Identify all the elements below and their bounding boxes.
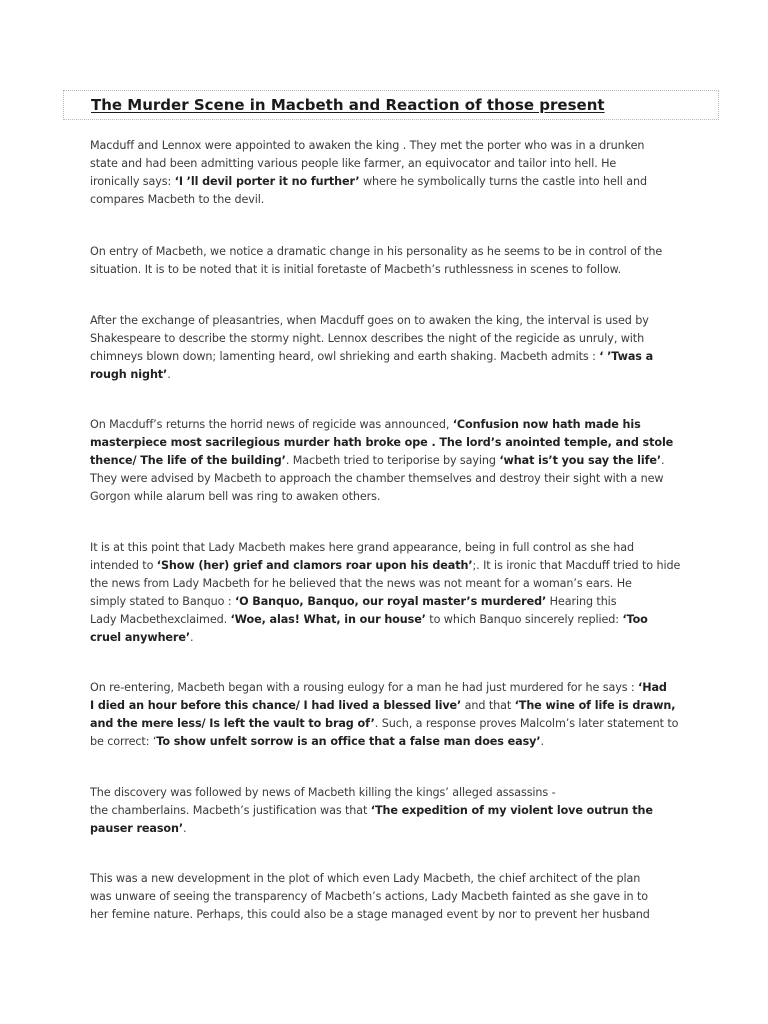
text-line <box>90 261 690 279</box>
text-line <box>90 434 690 452</box>
quote-text: To show unfelt sorrow is an office that a false man does easy’ <box>156 735 541 748</box>
quote-text: ‘Show (her) grief and clamors roar upon his death’ <box>156 559 473 572</box>
body-text: . <box>183 822 187 835</box>
body-text: and that <box>461 699 515 712</box>
paragraph-2 <box>90 243 690 279</box>
quote-text: I died an hour before this chance/ I had lived a blessed live’ <box>90 699 462 712</box>
text-line <box>90 733 690 751</box>
body-text: situation. It is to be noted that it is initial foretaste of Macbeth’s ruthlessness in scenes to follow. <box>90 263 622 276</box>
text-line <box>90 155 690 173</box>
text-line <box>90 629 690 647</box>
text-line <box>90 488 690 506</box>
body-text: Hearing this <box>546 595 617 608</box>
quote-text: ‘Woe, alas! What, in our house’ <box>230 613 426 626</box>
body-text: her femine nature. Perhaps, this could also be a stage managed event by nor to prevent her husband <box>90 908 650 921</box>
text-line <box>90 173 690 191</box>
text-line <box>90 715 690 733</box>
quote-text: ‘Too <box>622 613 648 626</box>
body-text: It is at this point that Lady Macbeth makes here grand appearance, being in full control as she had <box>90 541 635 554</box>
body-text: was unware of seeing the transparency of Macbeth’s actions, Lady Macbeth fainted as she gave in to <box>90 890 648 903</box>
paragraph-5 <box>90 539 690 647</box>
text-line <box>90 452 690 470</box>
text-line <box>90 312 690 330</box>
quote-text: ‘The wine of life is drawn, <box>514 699 676 712</box>
text-line <box>90 470 690 488</box>
body-text: This was a new development in the plot of which even Lady Macbeth, the chief architect of the plan <box>90 872 641 885</box>
paragraph-6 <box>90 679 690 751</box>
body-text: After the exchange of pleasantries, when Macduff goes on to awaken the king, the interval is used by <box>90 314 649 327</box>
text-line <box>90 679 690 697</box>
body-text: Lady Macbethexclaimed. <box>90 613 231 626</box>
text-line <box>90 820 690 838</box>
quote-text: ‘Confusion now hath made his <box>452 418 641 431</box>
quote-text: ‘I ’ll devil porter it no further’ <box>174 175 360 188</box>
quote-text: ‘O Banquo, Banquo, our royal master’s murdered’ <box>234 595 547 608</box>
body-text: be correct: ‘ <box>90 735 157 748</box>
text-line <box>90 348 690 366</box>
body-text: On Macduff’s returns the horrid news of regicide was announced, <box>90 418 453 431</box>
text-line <box>90 366 690 384</box>
body-text: state and had been admitting various people like farmer, an equivocator and tailor into hell. He <box>90 157 617 170</box>
body-text: the chamberlains. Macbeth’s justification was that <box>90 804 371 817</box>
text-line <box>90 191 690 209</box>
body-text: Macduff and Lennox were appointed to awaken the king . They met the porter who was in a drunken <box>90 139 645 152</box>
page-title: The Murder Scene in Macbeth and Reaction of those present <box>91 96 605 114</box>
body-text: . <box>660 454 665 467</box>
body-text: On re-entering, Macbeth began with a rousing eulogy for a man he had just murdered for he says : <box>90 681 639 694</box>
body-text: to which Banquo sincerely replied: <box>425 613 623 626</box>
quote-text: ‘Had <box>638 681 667 694</box>
body-text: On entry of Macbeth, we notice a dramatic change in his personality as he seems to be in control of the <box>90 245 663 258</box>
body-text: where he symbolically turns the castle into hell and <box>359 175 647 188</box>
body-text: Gorgon while alarum bell was ring to awaken others. <box>90 490 381 503</box>
quote-text: pauser reason’ <box>90 822 183 835</box>
text-line <box>90 906 690 924</box>
text-line <box>90 557 690 575</box>
body-text: They were advised by Macbeth to approach the chamber themselves and destroy their sight with a new <box>90 472 664 485</box>
body-text: . Macbeth tried to teriporise by saying <box>285 454 500 467</box>
body-text: chimneys blown down; lamenting heard, owl shrieking and earth shaking. Macbeth admits : <box>90 350 600 363</box>
text-line <box>90 870 690 888</box>
paragraph-1 <box>90 137 690 209</box>
body-text: . Such, a response proves Malcolm’s later statement to <box>374 717 679 730</box>
text-line <box>90 802 690 820</box>
body-text: The discovery was followed by news of Macbeth killing the kings’ alleged assassins - <box>90 786 556 799</box>
text-line <box>90 593 690 611</box>
body-text: compares Macbeth to the devil. <box>90 193 265 206</box>
quote-text: rough night’ <box>90 368 168 381</box>
paragraph-8 <box>90 870 690 924</box>
body-text: Shakespeare to describe the stormy night. Lennox describes the night of the regicide as unruly, with <box>90 332 645 345</box>
text-line <box>90 784 690 802</box>
paragraph-4 <box>90 416 690 506</box>
text-line <box>90 243 690 261</box>
quote-text: ‘ ’Twas a <box>599 350 654 363</box>
body-text: . <box>540 735 544 748</box>
body-text: ironically says: <box>90 175 175 188</box>
quote-text: thence/ The life of the building’ <box>90 454 286 467</box>
quote-text: ‘The expedition of my violent love outrun the <box>370 804 653 817</box>
quote-text: ‘what is’t you say the life’ <box>499 454 661 467</box>
paragraph-7 <box>90 784 690 838</box>
text-line <box>90 575 690 593</box>
paragraph-3 <box>90 312 690 384</box>
text-line <box>90 539 690 557</box>
text-line <box>90 137 690 155</box>
text-line <box>90 611 690 629</box>
body-text: ;. It is ironic that Macduff tried to hide <box>472 559 681 572</box>
text-line <box>90 697 690 715</box>
text-line <box>90 888 690 906</box>
text-line <box>90 330 690 348</box>
body-text: simply stated to Banquo : <box>90 595 235 608</box>
text-line <box>90 416 690 434</box>
body-text: intended to <box>90 559 157 572</box>
quote-text: cruel anywhere’ <box>90 631 190 644</box>
title-box <box>63 90 719 120</box>
body-text: . <box>189 631 194 644</box>
body-text: the news from Lady Macbeth for he believed that the news was not meant for a woman’s ears. He <box>90 577 632 590</box>
quote-text: masterpiece most sacrilegious murder hath broke ope . The lord’s anointed temple, and stole <box>90 436 674 449</box>
body-text: . <box>167 368 171 381</box>
quote-text: and the mere less/ Is left the vault to brag of’ <box>90 717 375 730</box>
